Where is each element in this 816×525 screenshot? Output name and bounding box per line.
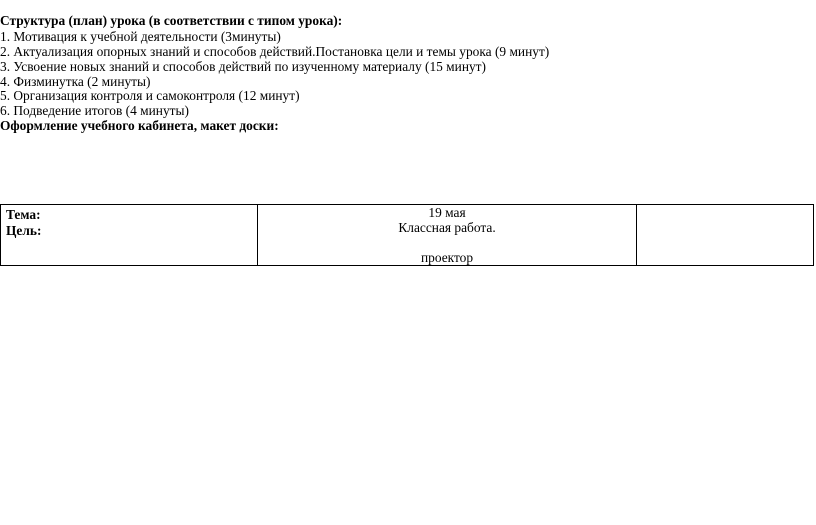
board-device: проектор [420, 250, 474, 265]
board-middle-cell [258, 205, 637, 266]
board-row [1, 205, 814, 266]
structure-item-6: 6. Подведение итогов (4 минуты) [0, 103, 189, 118]
structure-heading: Структура (план) урока (в соответствии с типом урока): [0, 13, 343, 28]
board-date: 19 мая [428, 205, 466, 220]
goal-label: Цель: [6, 223, 42, 238]
structure-item-1: 1. Мотивация к учебной деятельности (3минуты) [0, 29, 281, 44]
structure-item-2: 2. Актуализация опорных знаний и способов действий.Постановка цели и темы урока (9 минут) [0, 44, 550, 59]
board-heading: Оформление учебного кабинета, макет доски: [0, 118, 279, 133]
board-left-cell [1, 205, 258, 266]
structure-item-3: 3. Усвоение новых знаний и способов действий по изученному материалу (15 минут) [0, 59, 486, 74]
structure-item-4: 4. Физминутка (2 минуты) [0, 74, 151, 89]
board-work-type: Классная работа. [398, 220, 496, 235]
topic-label: Тема: [6, 207, 41, 222]
structure-item-5: 5. Организация контроля и самоконтроля (12 минут) [0, 88, 300, 103]
board-layout-table [0, 204, 814, 266]
board-right-cell [637, 205, 814, 266]
